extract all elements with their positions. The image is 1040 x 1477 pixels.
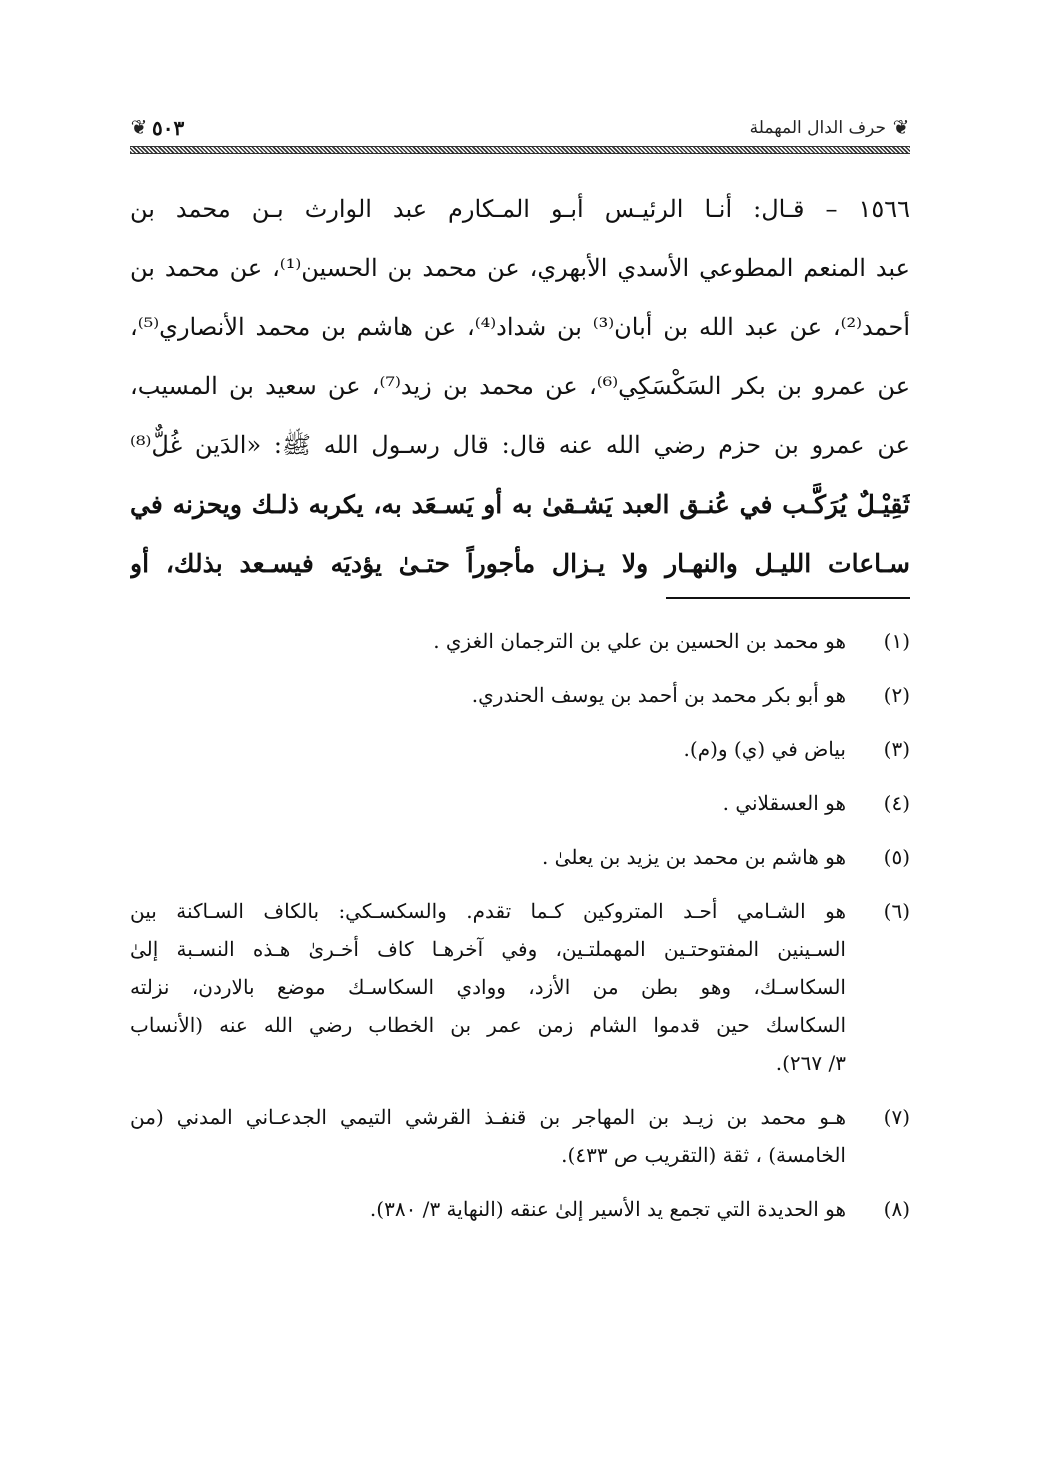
hadith-text-line: ثَقِيْـلٌ يُرَكَّـب في عُنـق العبد يَشـقىٰ به أو يَسـعَد به، يكربه ذلـك ويحزنه في <box>130 490 910 519</box>
footnote-text: هو هاشم بن محمد بن يزيد بن يعلىٰ . <box>541 845 846 869</box>
footnote-number: (٣) <box>883 737 910 761</box>
footnote <box>130 784 910 822</box>
chapter-title: حرف الدال المهملة <box>749 118 886 138</box>
footnote-text: هو العسقلاني . <box>722 791 846 815</box>
ornament-icon: ❦ <box>892 115 910 139</box>
footnote <box>130 676 910 714</box>
footnote <box>130 730 910 768</box>
running-header <box>130 108 910 156</box>
footnote <box>130 622 910 660</box>
footnote-number: (٨) <box>883 1197 910 1221</box>
main-text-line: عبد المنعم المطوعي الأسدي الأبهري، عن محمد بن الحسين⁽¹⁾، عن محمد بن <box>130 254 910 282</box>
footnote-text: هو محمد بن الحسين بن علي بن الترجمان الغزي . <box>433 629 846 653</box>
footnote-number: (٧) <box>883 1105 910 1129</box>
hadith-text-line: سـاعات الليـل والنهـار ولا يـزال مأجوراً حتـىٰ يؤديَه فيسـعد بذلك، أو <box>130 549 910 578</box>
footnote-text: هو الشـامي أحـد المتروكين كـما تقدم. والسكسـكي: بالكاف السـاكنة بين <box>130 899 846 923</box>
footnote-text: السكاسـك، وهو بطن من الأزد، ووادي السكاسـك موضع بالاردن، نزلته <box>130 975 846 999</box>
footnotes <box>130 622 910 1244</box>
footnote-number: (١) <box>883 629 910 653</box>
main-text <box>130 180 910 593</box>
page-number: ٥٠٣ <box>152 116 185 140</box>
ornament-icon: ❦ <box>130 115 148 139</box>
main-text-line: ١٥٦٦ – قـال: أنـا الرئيـس أبـو المـكارم عبد الوارث بـن محمد بن <box>130 195 910 223</box>
footnote-text: هـو محمد بن زيـد بن المهاجر بن قنفـذ القرشي التيمي الجدعـاني المدني (من <box>130 1105 846 1129</box>
header-rule <box>130 146 910 154</box>
footnote <box>130 1098 910 1174</box>
footnote-text: الخامسة) ، ثقة (التقريب ص ٤٣٣). <box>561 1143 846 1167</box>
footnote-separator <box>666 597 910 599</box>
footnote-number: (٦) <box>883 899 910 923</box>
footnote-text: السـينين المفتوحتـين المهملتـين، وفي آخرهـا كاف أخـرىٰ هـذه النسـبة إلىٰ <box>130 937 846 961</box>
main-text-line: أحمد⁽²⁾، عن عبد الله بن أبان⁽³⁾ بن شداد⁽⁴⁾، عن هاشم بن محمد الأنصاري⁽⁵⁾، <box>130 313 910 341</box>
footnote <box>130 838 910 876</box>
footnote-number: (٢) <box>883 683 910 707</box>
footnote-text: ٣/ ٢٦٧). <box>775 1051 846 1075</box>
footnote-number: (٥) <box>883 845 910 869</box>
footnote-number: (٤) <box>883 791 910 815</box>
main-text-line: عن عمرو بن بكر السَكْسَكِي⁽⁶⁾، عن محمد بن زيد⁽⁷⁾، عن سعيد بن المسيب، <box>130 372 910 400</box>
footnote <box>130 1190 910 1228</box>
footnote-text: بياض في (ي) و(م). <box>683 737 846 761</box>
footnote <box>130 892 910 1082</box>
footnote-text: هو أبو بكر محمد بن أحمد بن يوسف الحندري. <box>471 683 846 707</box>
footnote-text: هو الحديدة التي تجمع يد الأسير إلىٰ عنقه (النهاية ٣/ ٣٨٠). <box>369 1197 846 1221</box>
footnote-text: السكاسك حين قدموا الشام زمن عمر بن الخطاب رضي الله عنه (الأنساب <box>130 1013 846 1037</box>
main-text-line: عن عمرو بن حزم رضي الله عنه قال: قال رسـول الله ﷺ: «الدَين غُلٌّ⁽⁸⁾ <box>130 431 910 459</box>
